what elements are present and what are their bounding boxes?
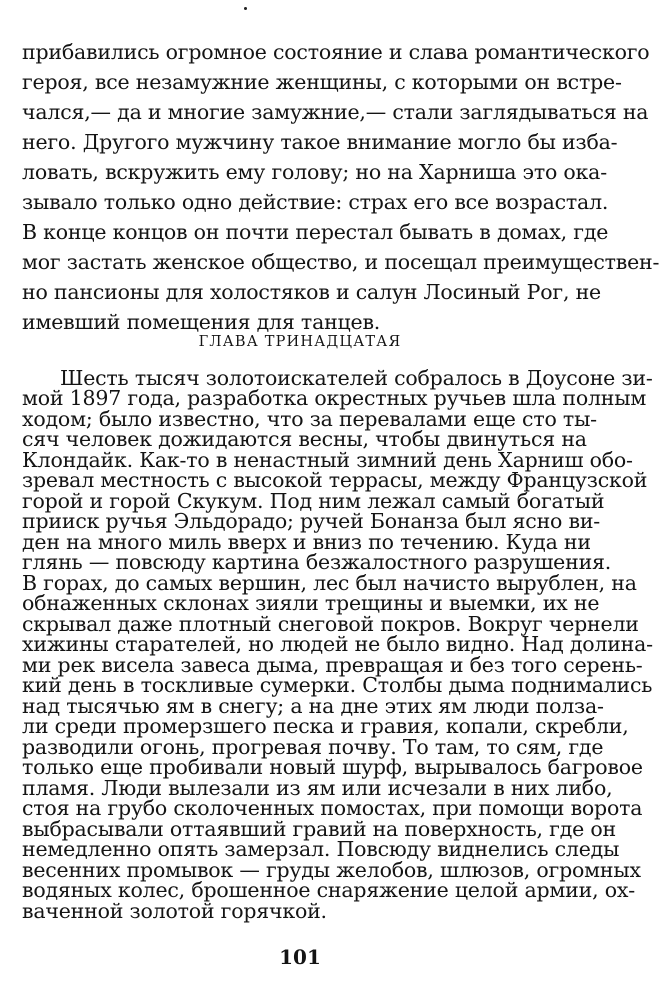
text-line: стоя на грубо сколоченных помостах, при помощи ворота: [22, 796, 643, 820]
text-line: обнаженных склонах зияли трещины и выемки, их не: [22, 591, 600, 615]
text-line: ми рек висела завеса дыма, превращая и без того серень-: [22, 653, 643, 677]
text-line: разводили огонь, прогревая почву. То там, то сям, где: [22, 735, 604, 759]
text-line: чался,— да и многие замужние,— стали заглядываться на: [22, 100, 649, 124]
text-line: горой и горой Скукум. Под ним лежал самый богатый: [22, 489, 605, 513]
text-line: зывало только одно действие: страх его все возрастал.: [22, 190, 609, 214]
text-line: ловать, вскружить ему голову; но на Харниша это ока-: [22, 160, 607, 184]
text-line: только еще пробивали новый шурф, вырывалось багровое: [22, 755, 643, 779]
text-line: выбрасывали оттаявший гравий на поверхность, где он: [22, 817, 616, 841]
text-line: весенних промывок — груды желобов, шлюзов, огромных: [22, 858, 641, 882]
chapter-heading: ГЛАВА ТРИНАДЦАТАЯ: [198, 334, 402, 350]
text-line: мой 1897 года, разработка окрестных ручьев шла полным: [22, 386, 647, 410]
text-line: В конце концов он почти перестал бывать в домах, где: [22, 220, 609, 244]
page-number: 101: [279, 945, 321, 969]
text-line: хижины старателей, но людей не было видно. Над долина-: [22, 632, 653, 656]
text-line: глянь — повсюду картина безжалостного разрушения.: [22, 550, 612, 574]
text-line: Клондайк. Как-то в ненастный зимний день Харниш обо-: [22, 448, 633, 472]
text-line: него. Другого мужчину такое внимание могло бы изба-: [22, 130, 618, 154]
text-line: ли среди промерзшего песка и гравия, копали, скребли,: [22, 714, 629, 738]
text-line: ваченной золотой горячкой.: [22, 899, 327, 923]
text-line: скрывал даже плотный снеговой покров. Вокруг чернели: [22, 612, 639, 636]
text-line: пламя. Люди вылезали из ям или исчезали в них либо,: [22, 776, 613, 800]
text-line: кий день в тоскливые сумерки. Столбы дыма поднимались: [22, 673, 653, 697]
text-line: мог застать женское общество, и посещал преимуществен-: [22, 250, 659, 274]
text-line: ходом; было известно, что за перевалами еще сто ты-: [22, 407, 597, 431]
text-line: героя, все незамужние женщины, с которыми он встре-: [22, 70, 622, 94]
text-line: В горах, до самых вершин, лес был начисто вырублен, на: [22, 571, 637, 595]
text-line: сяч человек дожидаются весны, чтобы двинуться на: [22, 427, 587, 451]
text-line: над тысячью ям в снегу; а на дне этих ям люди полза-: [22, 694, 604, 718]
text-line: ден на много миль вверх и вниз по течению. Куда ни: [22, 530, 591, 554]
text-line: немедленно опять замерзал. Повсюду виднелись следы: [22, 837, 620, 861]
text-line: прииск ручья Эльдорадо; ручей Бонанза был ясно ви-: [22, 509, 601, 533]
text-line: прибавились огромное состояние и слава романтического: [22, 40, 650, 64]
text-line: имевший помещения для танцев.: [22, 310, 381, 334]
text-line: зревал местность с высокой террасы, между Французской: [22, 468, 648, 492]
print-speck: [244, 7, 247, 10]
text-line: Шесть тысяч золотоискателей собралось в Доусоне зи-: [60, 366, 653, 390]
text-line: водяных колес, брошенное снаряжение целой армии, ох-: [22, 878, 635, 902]
text-line: но пансионы для холостяков и салун Лосиный Рог, не: [22, 280, 601, 304]
